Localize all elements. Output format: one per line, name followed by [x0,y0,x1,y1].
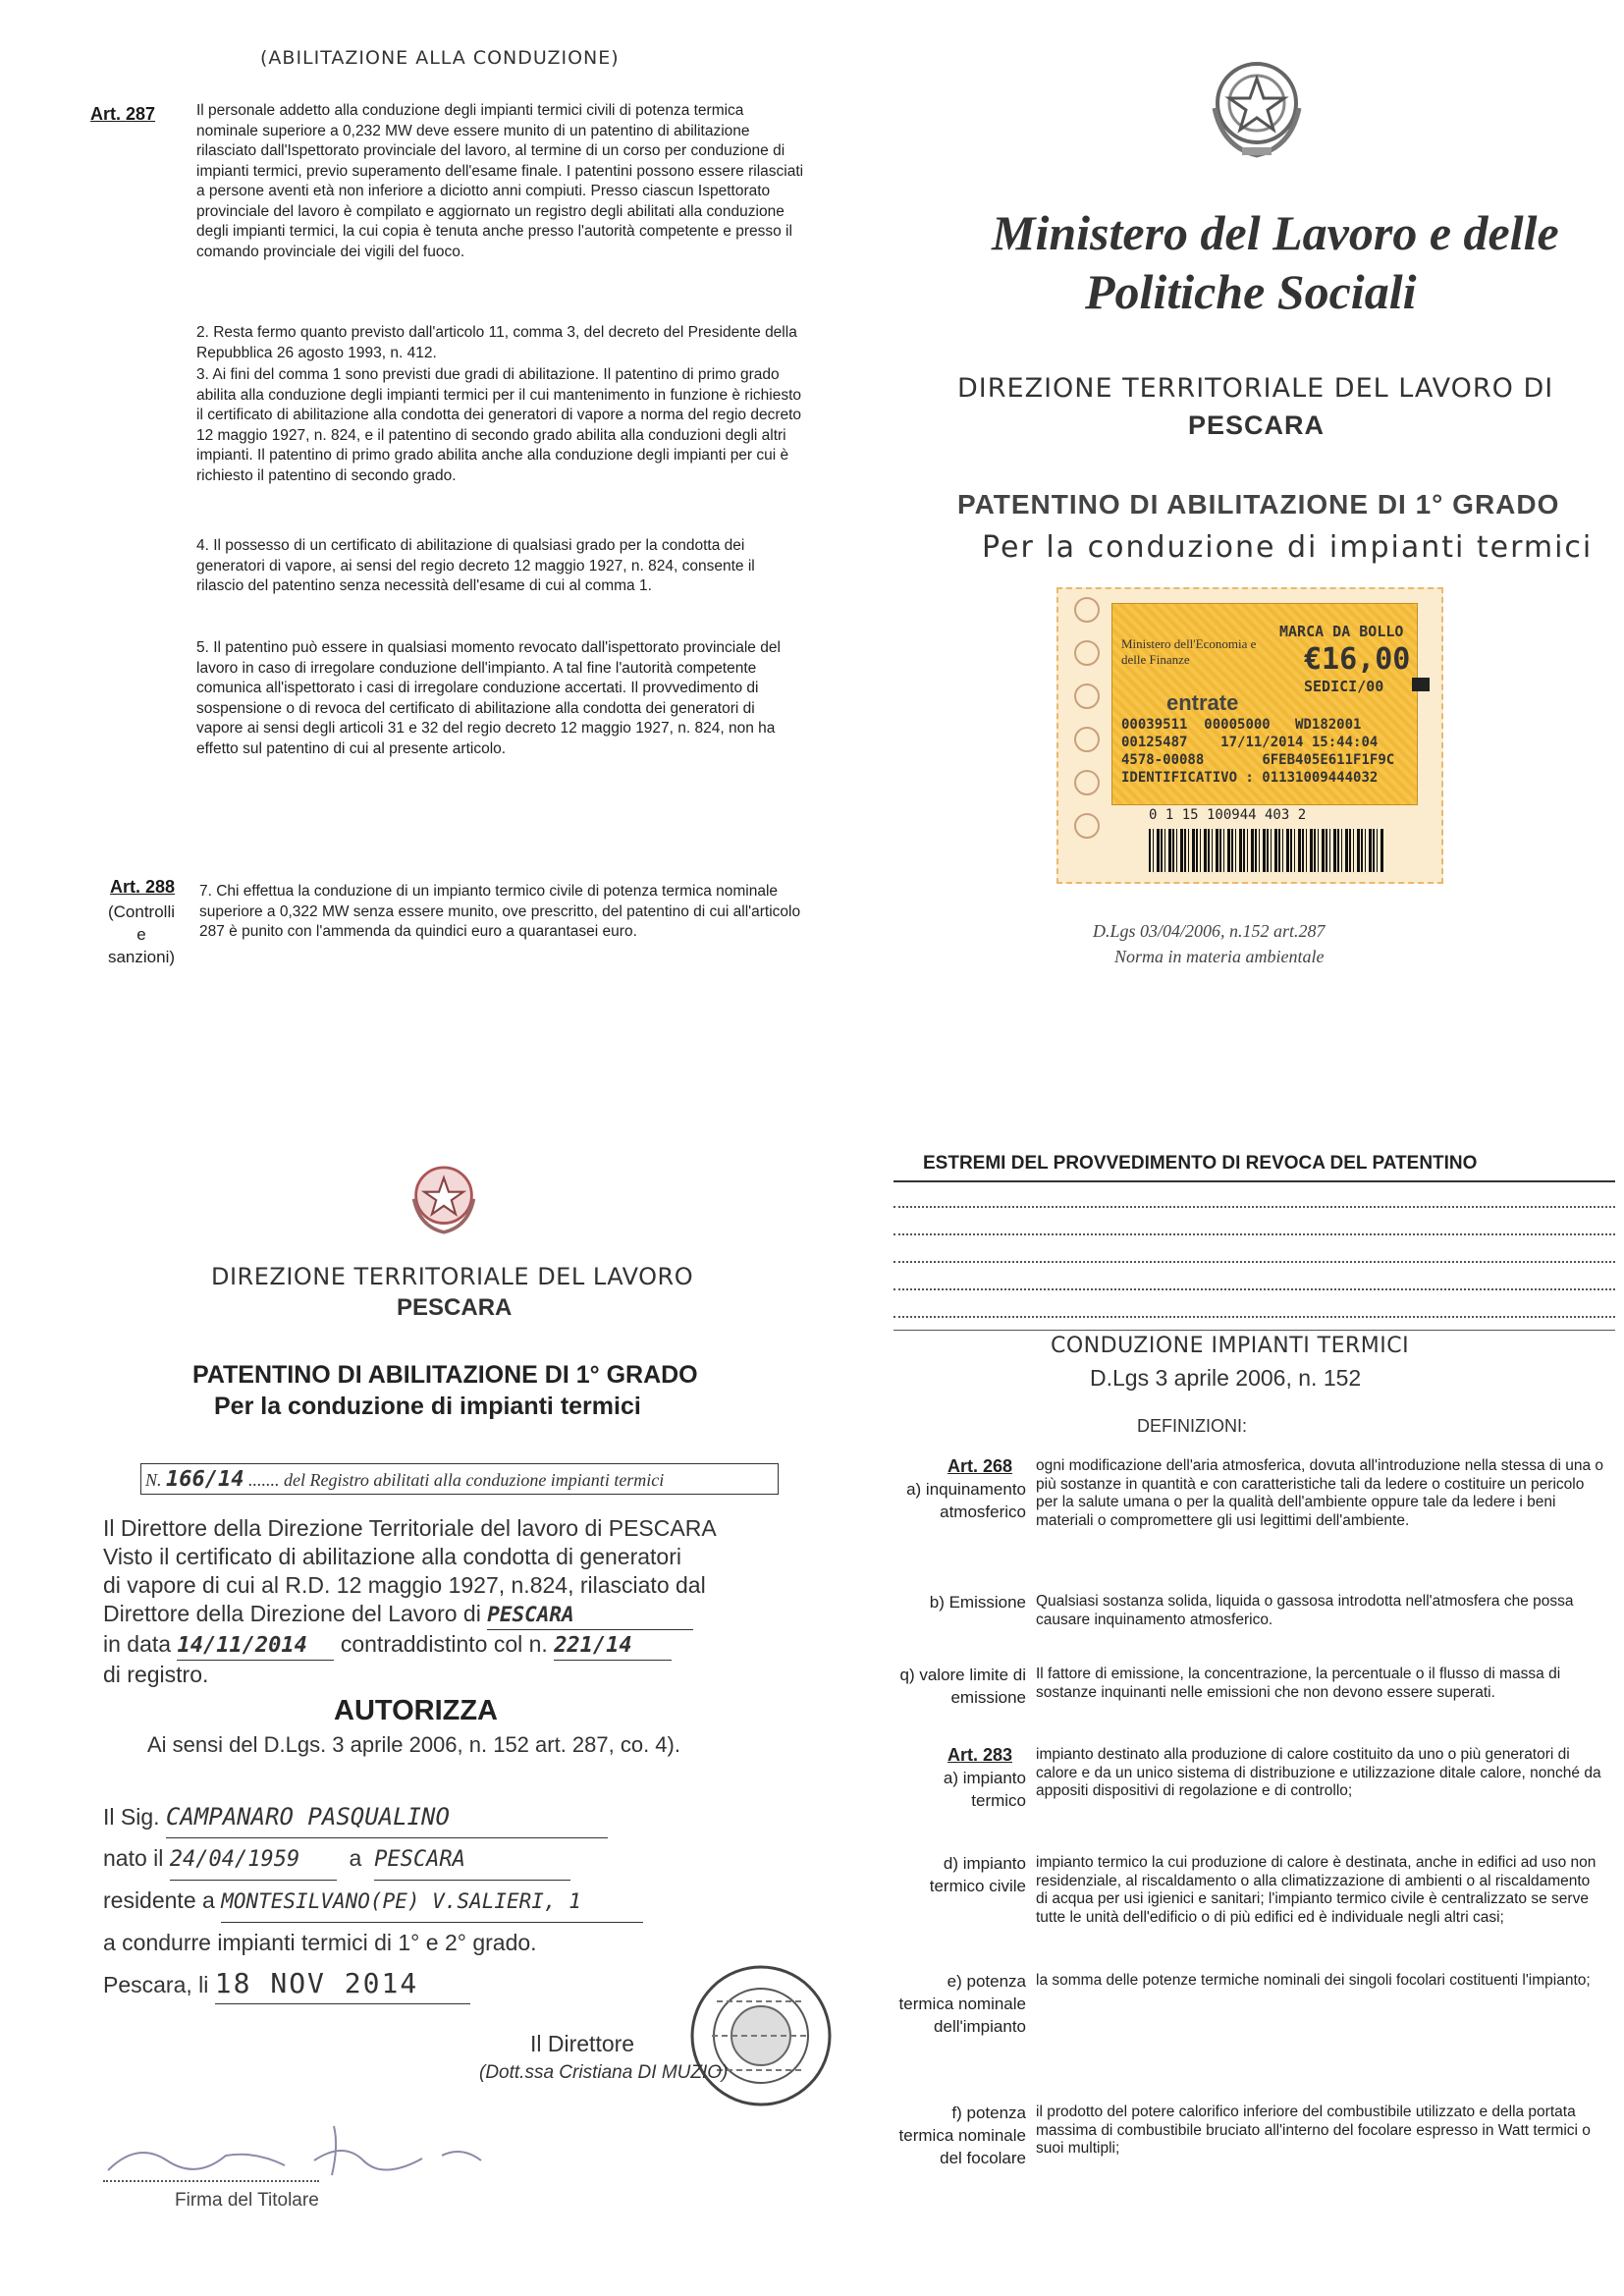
license-city: PESCARA [397,1294,513,1321]
revoca-line-3 [893,1261,1615,1263]
stamp-barcode-number: 0 1 15 100944 403 2 [1149,807,1307,823]
cover-subtitle: Per la conduzione di impianti termici [982,530,1594,565]
republic-emblem-icon [406,1157,482,1237]
stamp-barcode [1149,829,1384,872]
revenue-stamp [1056,587,1443,884]
revoca-line-5 [893,1316,1615,1318]
holder-name: CAMPANARO PASQUALINO [166,1797,608,1838]
legal-reference: Ai sensi del D.Lgs. 3 aprile 2006, n. 152 art. 287, co. 4). [147,1732,680,1757]
art287-paragraph-4: 4. Il possesso di un certificato di abilitazione di qualsiasi grado per la condotta dei generatori di vapore, ai sensi del regio decreto 12 maggio 1927, n. 824, consente il rilascio del patentino senza necessità dell'esame di cui al comma 1. [196,537,755,594]
autorizza-heading: AUTORIZZA [334,1695,499,1726]
stamp-line-2: 00125487 17/11/2014 15:44:04 [1121,735,1379,750]
cover-page [864,0,1624,1041]
art287-text: Il personale addetto alla conduzione degli impianti termici civili di potenza termica nominale superiore a 0,232 MW deve essere munito di un patentino di abilitazione rilasciato dall'Ispettorato provinciale del lavoro, al termine di un corso per conduzione di impianti termici, previo superamento dell'esame finale. I patentini possono essere rilasciati a persone aventi età non inferiore a diciotto anni compiuti. Presso ciascun Ispettorato provinciale del lavoro è compilato e aggiornato un registro degli abilitati alla conduzione degli impianti termici, la cui copia è tenuta anche presso l'autorità competente e presso il comando provinciale dei vigili del fuoco. [196,102,804,260]
director-label: Il Direttore [530,2031,635,2056]
definition-item: e) potenza termica nominale dell'impianto la somma delle potenze termiche nominali dei singoli focolari costituenti l'impianto; [898,1972,1591,2036]
stamp-amount-words: SEDICI/00 [1304,678,1384,695]
revoca-rule-bottom [893,1330,1615,1331]
law-page [0,0,844,1041]
stamp-ministry: Ministero dell'Economia e delle Finanze [1121,636,1257,667]
holder-details: Il Sig. CAMPANARO PASQUALINO nato il 24/04/1959 a PESCARA residente a MONTESILVANO(PE) V.SALIERI, 1 a condurre impianti termici di 1° e 2° grado. Pescara, li 18 NOV 2014 [103,1797,790,2005]
revoca-line-2 [893,1233,1615,1235]
stamp-line-3: 4578-00088 6FEB405E611F1F9C [1121,752,1395,768]
revoca-line-4 [893,1288,1615,1290]
holder-signature-label: Firma del Titolare [175,2190,319,2211]
art287-paragraph-5: 5. Il patentino può essere in qualsiasi momento revocato dall'ispettorato provinciale del lavoro in caso di irregolare conduzione dell'impianto. A tal fine l'autorità competente comunica all'ispettorato i casi di irregolare conduzione accertati. Il provvedimento di sospensione o di revoca del certificato di abilitazione alla condotta dei generatori di vapore ai sensi degli articoli 31 e 32 del regio decreto 12 maggio 1927, n. 824, non ha effetto sul patentino di cui al presente articolo. [196,639,781,757]
birth-place: PESCARA [374,1839,570,1881]
art287-paragraph-3: 3. Ai fini del comma 1 sono previsti due gradi di abilitazione. Il patentino di primo grado abilita alla conduzione degli impianti termici per il cui mantenimento in funzione è richiesto il certificato di abilitazione alla condotta dei generatori di vapore a norma del regio decreto 12 maggio 1927, n. 824, e il patentino di secondo grado abilita alla conduzioni degli altri impianti. Il patentino di primo grado abilita anche alla conduzione degli impianti per cui è richiesto il patentino di secondo grado. [196,366,802,484]
art288-subtitle: (Controlli e sanzioni) [107,902,176,966]
revoca-line-1 [893,1206,1615,1208]
definition-item: Art. 268 a) inquinamento atmosferico ogni modificazione dell'aria atmosferica, dovuta all'introduzione nella stessa di una o più sostanze in quantità e con caratteristiche tali da ledere o costituire un pericolo per la salute umana o per la qualità dell'ambiente oppure tale da ledere i beni materiali o compromettere gli usi legittimi dell'ambiente. [906,1456,1604,1529]
license-page [0,1139,844,2296]
art287-label: Art. 287 [90,104,156,124]
issue-date: 18 NOV 2014 [215,1963,470,2004]
license-direzione: DIREZIONE TERRITORIALE DEL LAVORO [211,1263,694,1290]
definition-item: f) potenza termica nominale del focolare il prodotto del potere calorifico inferiore del combustibile utilizzato e della portata massima di combustibile bruciato all'interno del focolare espresso in Watt termici o suoi multipli; [898,2104,1591,2167]
certificate-number: 221/14 [554,1631,672,1661]
birth-date: 24/04/1959 [170,1839,337,1881]
cover-footer-2: Norma in materia ambientale [1114,947,1325,966]
residence: MONTESILVANO(PE) V.SALIERI, 1 [221,1882,643,1923]
registry-number: 166/14 [166,1467,244,1492]
section-title: (ABILITAZIONE ALLA CONDUZIONE) [260,47,620,69]
republic-emblem-icon [1203,49,1311,162]
definition-item: Art. 283 a) impianto termico impianto destinato alla produzione di calore costituito da uno o più generatori di calore e da un unico sistema di distribuzione e utilizzazione ditale calore, nonché da appositi dispositivi di regolazione e di controllo; [943,1745,1601,1810]
cover-footer-1: D.Lgs 03/04/2006, n.152 art.287 [1093,921,1326,941]
certificate-date: 14/11/2014 [177,1631,334,1661]
official-seal-icon [687,1962,835,2109]
revoca-title: ESTREMI DEL PROVVEDIMENTO DI REVOCA DEL PATENTINO [923,1153,1478,1174]
stamp-header: MARCA DA BOLLO [1279,623,1404,640]
director-name: (Dott.ssa Cristiana DI MUZIO) [479,2062,729,2083]
issuing-office: PESCARA [487,1601,693,1630]
dlgs-reference: D.Lgs 3 aprile 2006, n. 152 [1090,1365,1362,1391]
definition-item: q) valore limite di emissione Il fattore di emissione, la concentrazione, la percentuale o il flusso di massa di sostanze inquinanti nelle emissioni che non devono essere superati. [899,1666,1561,1707]
ministry-line-1: Ministero del Lavoro e delle [992,205,1559,260]
license-title: PATENTINO DI ABILITAZIONE DI 1° GRADO [192,1361,698,1389]
stamp-brand: entrate [1166,690,1239,715]
stamp-line-1: 00039511 00005000 WD182001 [1121,717,1362,733]
stamp-line-4: IDENTIFICATIVO : 01131009444032 [1121,770,1379,786]
stamp-amount: €16,00 [1304,642,1411,677]
ministry-line-2: Politiche Sociali [1085,264,1417,319]
holder-signature-line [103,2180,319,2182]
art288-text: 7. Chi effettua la conduzione di un impianto termico civile di potenza termica nominale superiore a 0,322 MW senza essere munito, ove prescritto, del patentino di cui all'articolo 287 è punito con l'ammenda da quindici euro a quarantasei euro. [199,883,801,940]
stamp-holes [1064,595,1104,880]
cover-direzione: DIREZIONE TERRITORIALE DEL LAVORO DI [957,373,1554,404]
art288-label: Art. 288 [110,877,176,897]
cover-city: PESCARA [1188,410,1326,440]
definizioni-heading: DEFINIZIONI: [1137,1416,1247,1436]
license-body: Il Direttore della Direzione Territoriale del lavoro di PESCARA Visto il certificato di abilitazione alla condotta di generatori di vapore di cui al R.D. 12 maggio 1927, n.824, rilasciato dal Direttore della Direzione del Lavoro di PESCARA in data 14/11/2014 contraddistinto col n. 221/14 di registro. [103,1515,717,1687]
definition-item: b) Emissione Qualsiasi sostanza solida, liquida o gassosa introdotta nell'atmosfera che possa causare inquinamento atmosferico. [929,1593,1574,1628]
revoca-rule [893,1180,1615,1182]
definition-item: d) impianto termico civile impianto termico la cui produzione di calore è destinata, anche in edifici ad uso non residenziale, al riscaldamento o alla climatizzazione di ambienti o al riscaldamento di acqua per usi igienici e sanitari; l'impianto termico civile è centralizzato se serve tutte le unità dell'edificio o di più edifici ed è individuale negli altri casi; [929,1854,1597,1926]
art287-paragraph-2: 2. Resta fermo quanto previsto dall'articolo 11, comma 3, del decreto del Presidente della Repubblica 26 agosto 1993, n. 412. [196,324,797,361]
stamp-black-tab [1412,678,1430,691]
license-subtitle: Per la conduzione di impianti termici [214,1393,641,1420]
conduzione-title: CONDUZIONE IMPIANTI TERMICI [1051,1334,1410,1358]
registry-box: N. 166/14 ....... del Registro abilitati alla conduzione impianti termici [140,1463,779,1495]
cover-title: PATENTINO DI ABILITAZIONE DI 1° GRADO [957,489,1560,519]
